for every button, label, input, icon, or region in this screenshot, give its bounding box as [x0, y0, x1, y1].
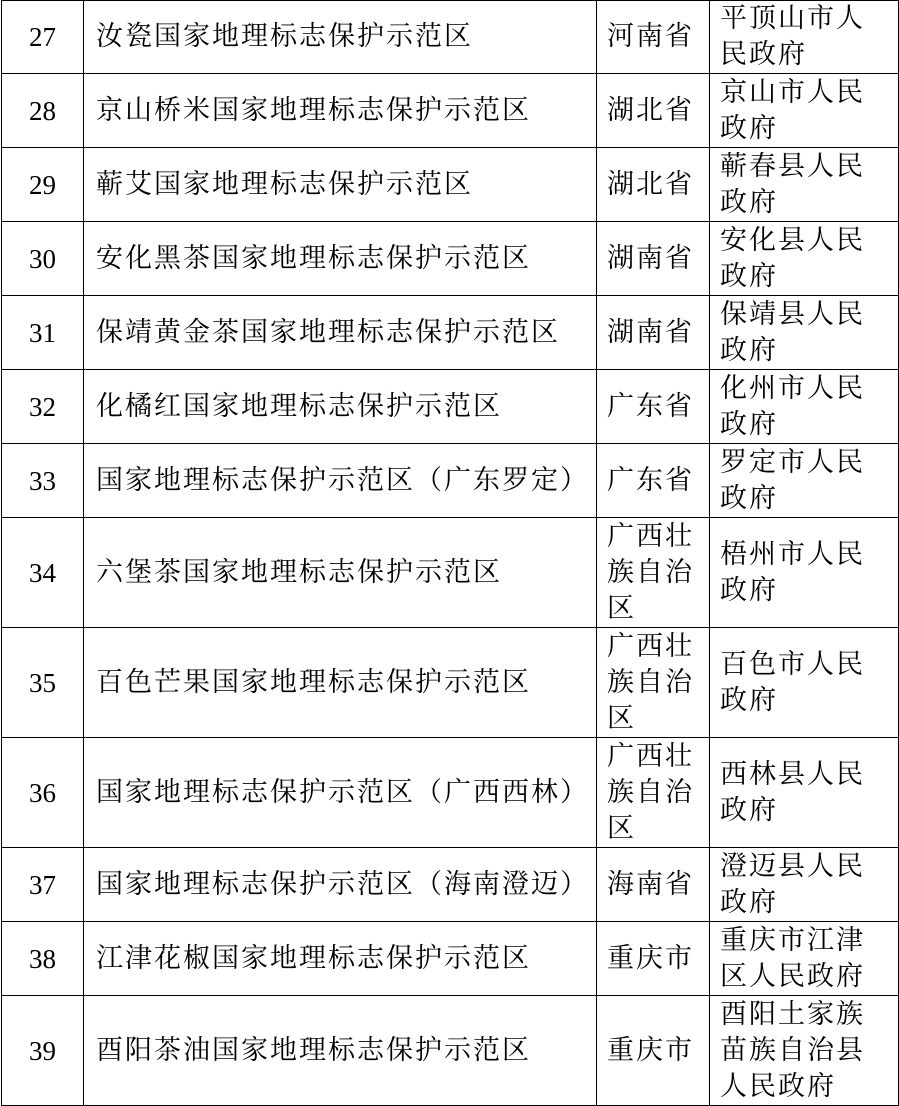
province-line: 海南省 — [607, 868, 694, 900]
government-line: 安化县人民 — [720, 224, 865, 256]
row-number: 39 — [2, 996, 84, 1106]
province-cell — [597, 848, 710, 922]
row-number: 35 — [2, 628, 84, 738]
government-line: 政府 — [720, 684, 778, 716]
table-row — [2, 444, 899, 518]
government-cell — [710, 1, 899, 74]
government-line: 京山市人民 — [720, 76, 865, 108]
zone-name: 国家地理标志保护示范区（海南澄迈） — [84, 848, 597, 922]
government-cell — [710, 922, 899, 996]
table-row — [2, 74, 899, 148]
province-line: 区 — [607, 592, 636, 624]
row-number: 28 — [2, 74, 84, 148]
table-row — [2, 922, 899, 996]
row-number: 29 — [2, 148, 84, 222]
province-line: 湖南省 — [607, 242, 694, 274]
table-row — [2, 148, 899, 222]
government-cell — [710, 74, 899, 148]
row-number: 31 — [2, 296, 84, 370]
government-line: 重庆市江津 — [720, 924, 865, 956]
table-row — [2, 738, 899, 848]
table-row — [2, 1, 899, 74]
government-line: 政府 — [720, 334, 778, 366]
government-cell — [710, 222, 899, 296]
province-cell — [597, 1, 710, 74]
province-line: 广东省 — [607, 390, 694, 422]
province-cell — [597, 996, 710, 1106]
zone-name: 江津花椒国家地理标志保护示范区 — [84, 922, 597, 996]
row-number: 36 — [2, 738, 84, 848]
province-line: 广东省 — [607, 464, 694, 496]
province-cell — [597, 922, 710, 996]
government-cell — [710, 296, 899, 370]
zone-name: 百色芒果国家地理标志保护示范区 — [84, 628, 597, 738]
table-row — [2, 628, 899, 738]
government-line: 区人民政府 — [720, 960, 865, 992]
province-line: 广西壮 — [607, 740, 694, 772]
government-cell — [710, 518, 899, 628]
row-number: 27 — [2, 1, 84, 74]
row-number: 34 — [2, 518, 84, 628]
government-line: 平顶山市人 — [720, 3, 865, 34]
province-cell — [597, 222, 710, 296]
province-line: 重庆市 — [607, 942, 694, 974]
row-number: 32 — [2, 370, 84, 444]
government-cell — [710, 148, 899, 222]
table-row — [2, 518, 899, 628]
province-cell — [597, 370, 710, 444]
province-cell — [597, 148, 710, 222]
province-cell — [597, 628, 710, 738]
government-line: 政府 — [720, 408, 778, 440]
government-cell — [710, 628, 899, 738]
zone-name: 蕲艾国家地理标志保护示范区 — [84, 148, 597, 222]
province-cell — [597, 74, 710, 148]
province-line: 湖南省 — [607, 316, 694, 348]
zone-name: 安化黑茶国家地理标志保护示范区 — [84, 222, 597, 296]
province-cell — [597, 518, 710, 628]
row-number: 30 — [2, 222, 84, 296]
province-line: 湖北省 — [607, 168, 694, 200]
province-line: 族自治 — [607, 776, 694, 808]
government-line: 梧州市人民 — [720, 538, 865, 570]
zone-name: 国家地理标志保护示范区（广东罗定） — [84, 444, 597, 518]
row-number: 33 — [2, 444, 84, 518]
government-line: 民政府 — [720, 39, 807, 70]
zone-name: 化橘红国家地理标志保护示范区 — [84, 370, 597, 444]
province-line: 族自治 — [607, 666, 694, 698]
zone-name: 京山桥米国家地理标志保护示范区 — [84, 74, 597, 148]
province-line: 区 — [607, 812, 636, 844]
table-row — [2, 848, 899, 922]
government-line: 蕲春县人民 — [720, 150, 865, 182]
province-cell — [597, 296, 710, 370]
province-cell — [597, 444, 710, 518]
government-line: 政府 — [720, 886, 778, 918]
government-line: 政府 — [720, 112, 778, 144]
government-line: 化州市人民 — [720, 372, 865, 404]
zone-name: 国家地理标志保护示范区（广西西林） — [84, 738, 597, 848]
province-line: 广西壮 — [607, 630, 694, 662]
government-cell — [710, 848, 899, 922]
government-line: 政府 — [720, 260, 778, 292]
government-line: 罗定市人民 — [720, 446, 865, 478]
province-line: 重庆市 — [607, 1034, 694, 1066]
government-line: 政府 — [720, 794, 778, 826]
government-line: 政府 — [720, 186, 778, 218]
government-cell — [710, 370, 899, 444]
demonstration-zone-table — [1, 0, 899, 1106]
government-cell — [710, 996, 899, 1106]
zone-name: 六堡茶国家地理标志保护示范区 — [84, 518, 597, 628]
zone-name: 汝瓷国家地理标志保护示范区 — [84, 1, 597, 74]
table-row — [2, 996, 899, 1106]
government-line: 西林县人民 — [720, 758, 865, 790]
government-line: 苗族自治县 — [720, 1034, 865, 1066]
province-line: 湖北省 — [607, 94, 694, 126]
province-line: 族自治 — [607, 556, 694, 588]
government-line: 保靖县人民 — [720, 298, 865, 330]
province-cell — [597, 738, 710, 848]
government-line: 酉阳土家族 — [720, 998, 865, 1030]
table-body — [2, 1, 899, 1106]
table-row — [2, 296, 899, 370]
table-row — [2, 222, 899, 296]
government-line: 政府 — [720, 574, 778, 606]
government-cell — [710, 738, 899, 848]
row-number: 37 — [2, 848, 84, 922]
government-line: 人民政府 — [720, 1070, 836, 1102]
government-cell — [710, 444, 899, 518]
table-row — [2, 370, 899, 444]
row-number: 38 — [2, 922, 84, 996]
zone-name: 保靖黄金茶国家地理标志保护示范区 — [84, 296, 597, 370]
government-line: 政府 — [720, 482, 778, 514]
zone-name: 酉阳茶油国家地理标志保护示范区 — [84, 996, 597, 1106]
province-line: 河南省 — [607, 21, 694, 52]
province-line: 区 — [607, 702, 636, 734]
government-line: 澄迈县人民 — [720, 850, 865, 882]
government-line: 百色市人民 — [720, 648, 865, 680]
province-line: 广西壮 — [607, 520, 694, 552]
